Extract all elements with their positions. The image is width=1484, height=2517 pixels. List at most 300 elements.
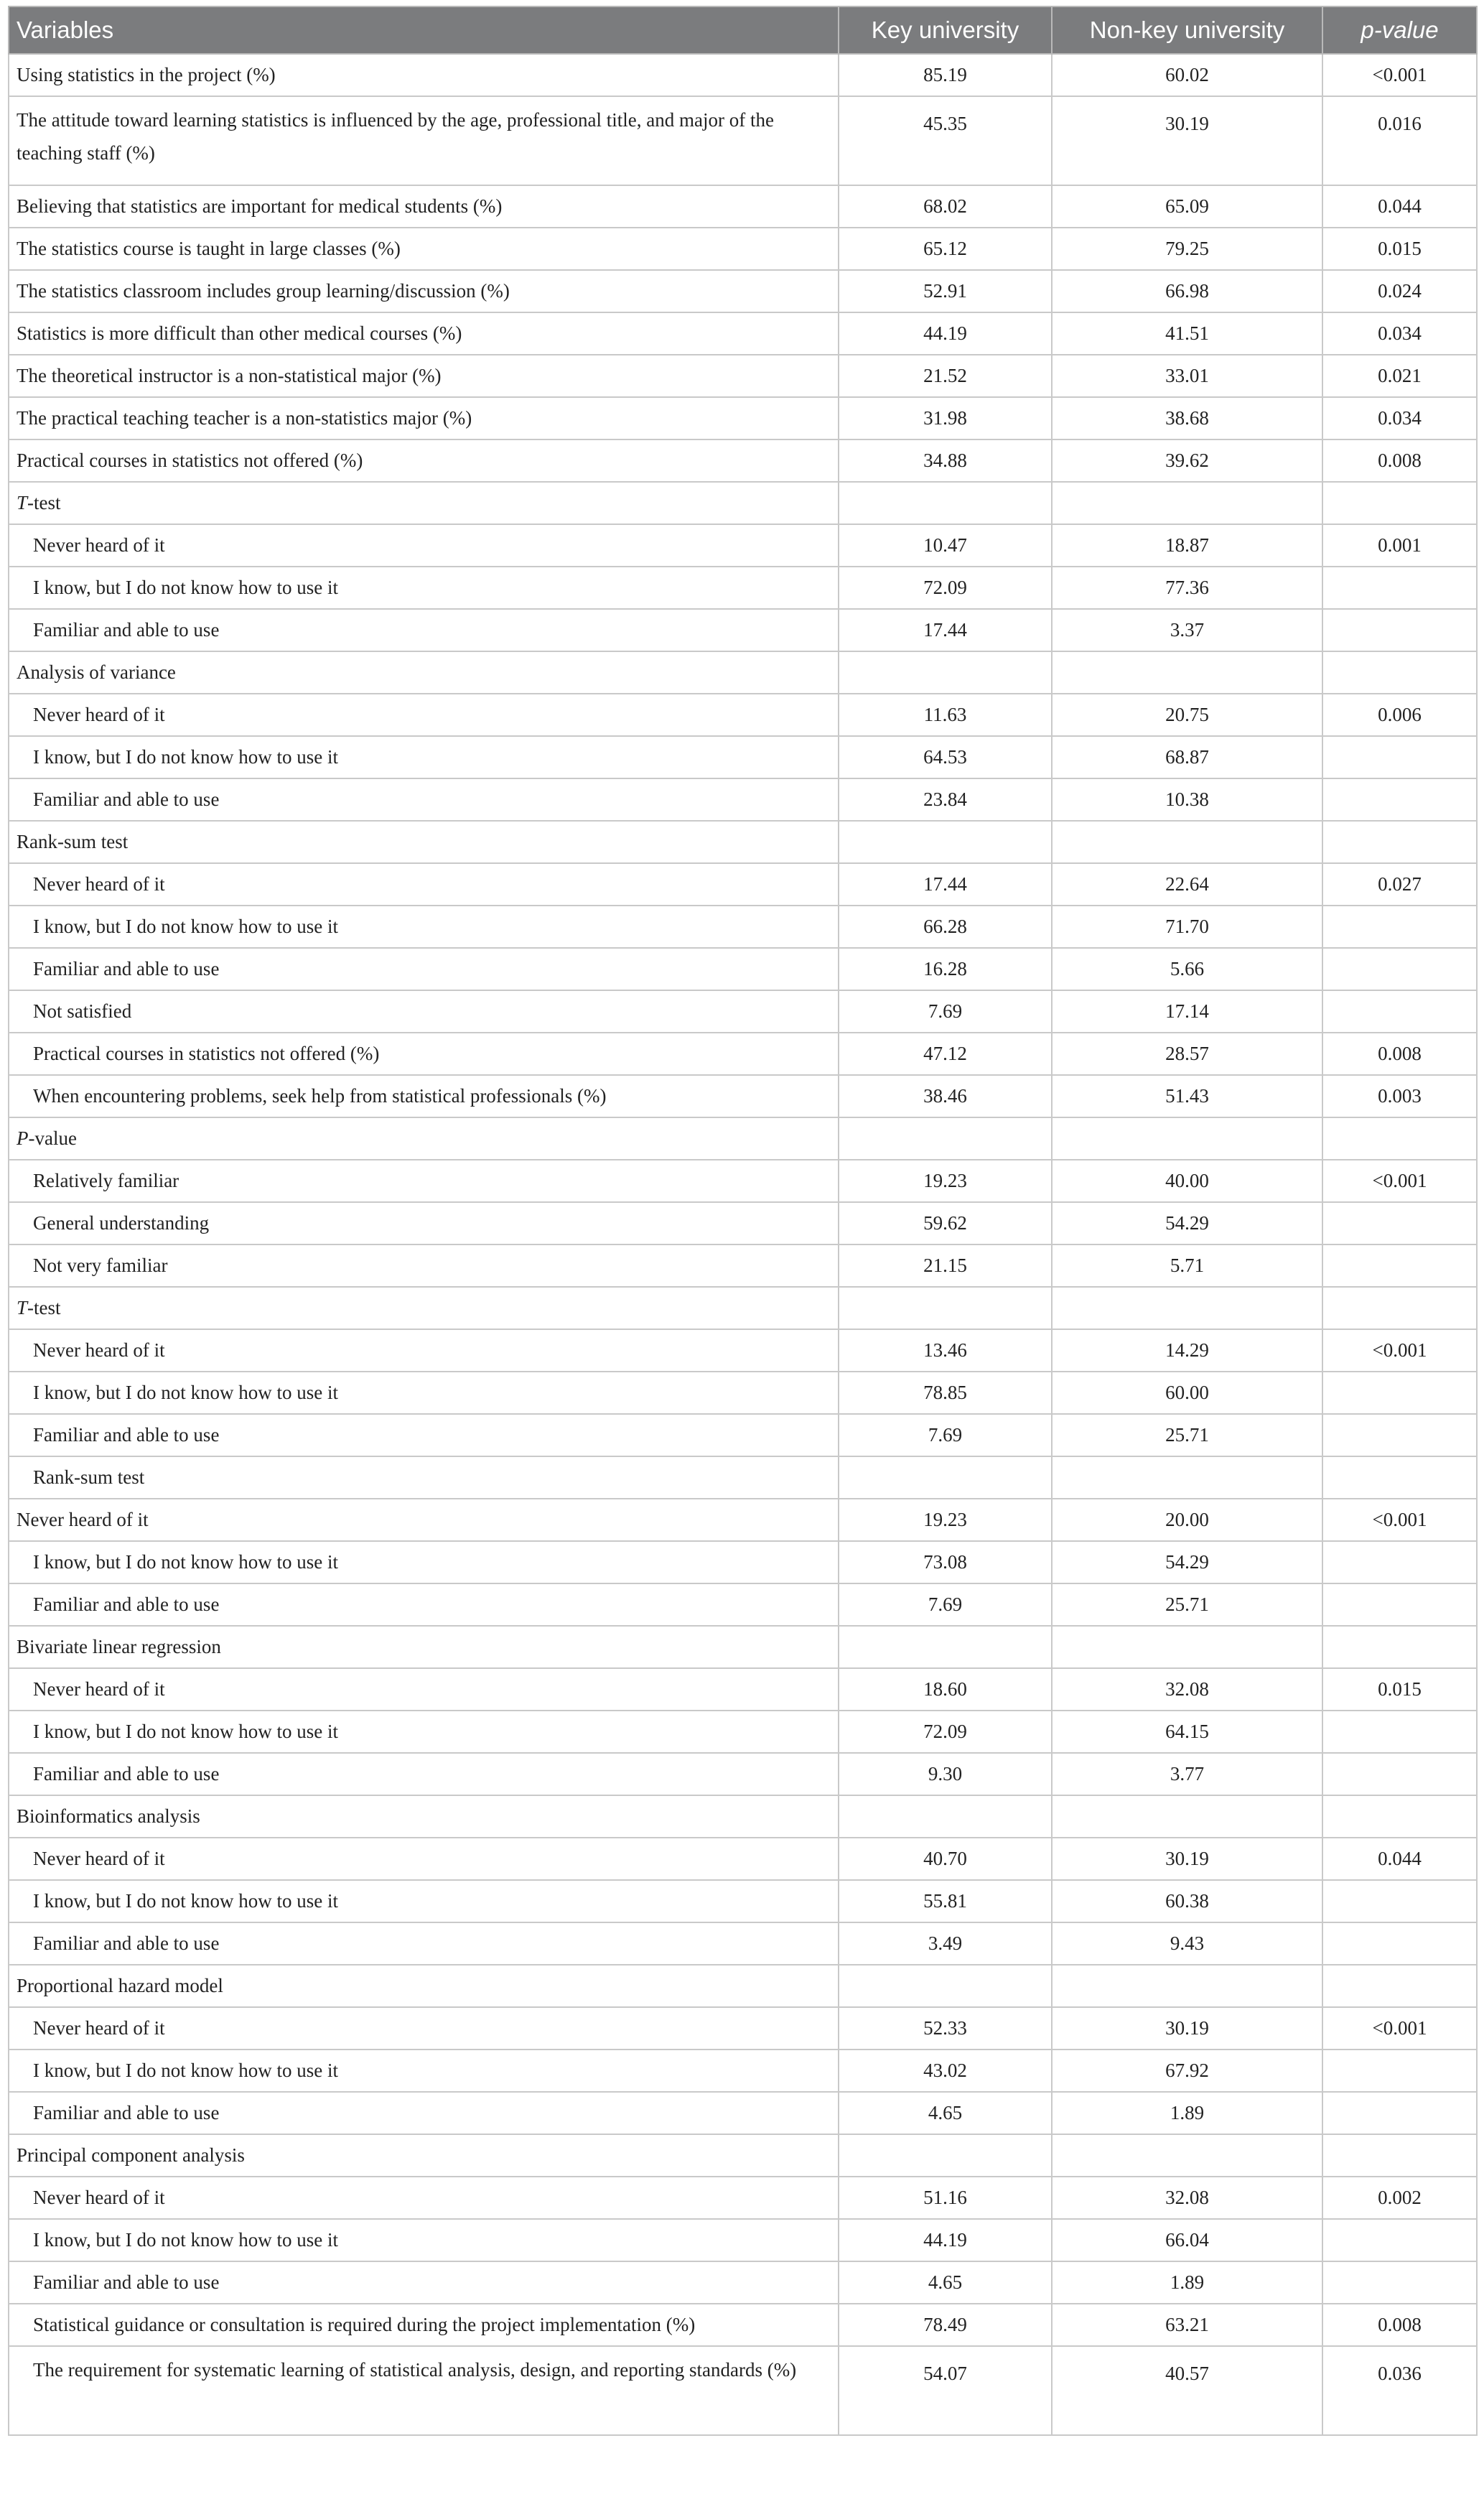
non-key-university-value: 38.68	[1052, 397, 1322, 439]
key-university-value: 17.44	[839, 863, 1052, 906]
non-key-university-value	[1052, 1795, 1322, 1838]
table-row	[9, 482, 1477, 524]
non-key-university-value: 1.89	[1052, 2092, 1322, 2134]
non-key-university-value: 60.02	[1052, 54, 1322, 96]
non-key-university-value: 64.15	[1052, 1711, 1322, 1753]
key-university-value	[839, 1965, 1052, 2007]
row-label-text: Familiar and able to use	[33, 2271, 220, 2293]
non-key-university-value	[1052, 1117, 1322, 1160]
table-row	[9, 1838, 1477, 1880]
p-value-cell	[1322, 1244, 1477, 1287]
non-key-university-value: 20.00	[1052, 1499, 1322, 1541]
p-value-cell	[1322, 778, 1477, 821]
table-row	[9, 2092, 1477, 2134]
p-value-cell	[1322, 1202, 1477, 1244]
row-label	[9, 651, 839, 694]
row-label	[9, 1795, 839, 1838]
row-label	[9, 54, 839, 96]
non-key-university-value: 66.98	[1052, 270, 1322, 312]
p-value-cell: 0.027	[1322, 863, 1477, 906]
p-value-cell: 0.021	[1322, 355, 1477, 397]
p-value-cell: 0.015	[1322, 1668, 1477, 1711]
table-row	[9, 2134, 1477, 2177]
row-label-text: Using statistics in the project (%)	[17, 64, 276, 85]
key-university-value	[839, 651, 1052, 694]
table-row	[9, 312, 1477, 355]
table-row	[9, 694, 1477, 736]
p-value-cell	[1322, 906, 1477, 948]
non-key-university-value: 1.89	[1052, 2261, 1322, 2304]
table-row	[9, 1372, 1477, 1414]
p-value-cell	[1322, 482, 1477, 524]
row-label	[9, 1499, 839, 1541]
row-label	[9, 96, 839, 185]
row-label-text: The attitude toward learning statistics is influenced by the age, professional title, and major of the teaching staff (%)	[17, 109, 774, 164]
non-key-university-value: 67.92	[1052, 2050, 1322, 2092]
key-university-value: 44.19	[839, 312, 1052, 355]
row-label	[9, 1117, 839, 1160]
table-row	[9, 863, 1477, 906]
table-row	[9, 778, 1477, 821]
non-key-university-value: 3.77	[1052, 1753, 1322, 1795]
non-key-university-value: 40.00	[1052, 1160, 1322, 1202]
row-label	[9, 482, 839, 524]
non-key-university-value: 63.21	[1052, 2304, 1322, 2346]
key-university-value: 10.47	[839, 524, 1052, 567]
key-university-value: 55.81	[839, 1880, 1052, 1922]
p-value-cell	[1322, 990, 1477, 1033]
non-key-university-value: 71.70	[1052, 906, 1322, 948]
non-key-university-value	[1052, 1456, 1322, 1499]
non-key-university-value: 25.71	[1052, 1583, 1322, 1626]
non-key-university-value: 14.29	[1052, 1329, 1322, 1372]
non-key-university-value: 20.75	[1052, 694, 1322, 736]
table-row	[9, 2304, 1477, 2346]
p-value-cell: <0.001	[1322, 2007, 1477, 2050]
key-university-value: 7.69	[839, 1583, 1052, 1626]
table-row	[9, 1711, 1477, 1753]
row-label-text: Familiar and able to use	[33, 1763, 220, 1785]
p-value-cell: 0.016	[1322, 96, 1477, 185]
row-label-text: Rank-sum test	[17, 831, 129, 852]
key-university-value: 34.88	[839, 439, 1052, 482]
row-label-text: Familiar and able to use	[33, 1594, 220, 1615]
header-row	[9, 6, 1477, 54]
table-row	[9, 1583, 1477, 1626]
table-row	[9, 1202, 1477, 1244]
p-value-cell: 0.044	[1322, 185, 1477, 228]
row-label	[9, 948, 839, 990]
non-key-university-value: 5.66	[1052, 948, 1322, 990]
non-key-university-value: 54.29	[1052, 1541, 1322, 1583]
statistics-comparison-table	[8, 6, 1478, 2436]
non-key-university-value: 60.38	[1052, 1880, 1322, 1922]
row-label-text: Never heard of it	[33, 2187, 165, 2208]
table-row	[9, 1414, 1477, 1456]
table-row	[9, 270, 1477, 312]
row-label	[9, 1244, 839, 1287]
row-label-text: The statistics classroom includes group learning/discussion (%)	[17, 280, 510, 302]
key-university-value	[839, 1626, 1052, 1668]
p-value-cell: 0.034	[1322, 397, 1477, 439]
key-university-value: 21.52	[839, 355, 1052, 397]
row-label-text: Familiar and able to use	[33, 788, 220, 810]
non-key-university-value: 39.62	[1052, 439, 1322, 482]
table-row	[9, 2050, 1477, 2092]
row-label	[9, 185, 839, 228]
row-label-text: I know, but I do not know how to use it	[33, 1890, 338, 1912]
row-label	[9, 694, 839, 736]
p-value-cell: <0.001	[1322, 1499, 1477, 1541]
row-label	[9, 609, 839, 651]
row-label-text: Practical courses in statistics not offered (%)	[17, 450, 363, 471]
row-label-text: Practical courses in statistics not offered (%)	[33, 1043, 380, 1064]
row-label	[9, 524, 839, 567]
p-value-cell: 0.008	[1322, 2304, 1477, 2346]
p-value-cell	[1322, 2219, 1477, 2261]
table-row	[9, 1287, 1477, 1329]
row-label-text: I know, but I do not know how to use it	[33, 577, 338, 598]
row-label-text: Not very familiar	[33, 1255, 168, 1276]
key-university-value	[839, 821, 1052, 863]
table-row	[9, 1541, 1477, 1583]
key-university-value: 45.35	[839, 96, 1052, 185]
table-row	[9, 821, 1477, 863]
row-label	[9, 778, 839, 821]
row-label	[9, 821, 839, 863]
p-value-cell	[1322, 1922, 1477, 1965]
row-label-text: The practical teaching teacher is a non-statistics major (%)	[17, 407, 472, 429]
non-key-university-value: 9.43	[1052, 1922, 1322, 1965]
table-row	[9, 1753, 1477, 1795]
row-label-text: I know, but I do not know how to use it	[33, 1721, 338, 1742]
row-label-text: I know, but I do not know how to use it	[33, 916, 338, 937]
table-row	[9, 948, 1477, 990]
table-row	[9, 2219, 1477, 2261]
row-label	[9, 270, 839, 312]
row-label	[9, 312, 839, 355]
key-university-value: 4.65	[839, 2092, 1052, 2134]
p-value-cell	[1322, 1626, 1477, 1668]
non-key-university-value	[1052, 1287, 1322, 1329]
table-row	[9, 2346, 1477, 2435]
key-university-value: 85.19	[839, 54, 1052, 96]
key-university-value: 52.91	[839, 270, 1052, 312]
non-key-university-value: 10.38	[1052, 778, 1322, 821]
p-value-cell	[1322, 2050, 1477, 2092]
non-key-university-value	[1052, 2134, 1322, 2177]
table-row	[9, 1922, 1477, 1965]
table-header	[9, 6, 1477, 54]
table-row	[9, 2007, 1477, 2050]
key-university-value: 52.33	[839, 2007, 1052, 2050]
p-value-cell: 0.003	[1322, 1075, 1477, 1117]
row-label-text: I know, but I do not know how to use it	[33, 746, 338, 768]
non-key-university-value: 25.71	[1052, 1414, 1322, 1456]
row-label-text: -test	[27, 1297, 61, 1318]
key-university-value: 65.12	[839, 228, 1052, 270]
key-university-value: 47.12	[839, 1033, 1052, 1075]
p-value-cell: 0.002	[1322, 2177, 1477, 2219]
row-label-text: Statistics is more difficult than other medical courses (%)	[17, 322, 462, 344]
p-value-cell	[1322, 1711, 1477, 1753]
key-university-value: 44.19	[839, 2219, 1052, 2261]
key-university-value: 64.53	[839, 736, 1052, 778]
row-label	[9, 1668, 839, 1711]
p-value-cell	[1322, 1117, 1477, 1160]
key-university-value: 23.84	[839, 778, 1052, 821]
row-label	[9, 1541, 839, 1583]
key-university-value: 16.28	[839, 948, 1052, 990]
row-label-text: Never heard of it	[17, 1509, 149, 1530]
key-university-value	[839, 482, 1052, 524]
non-key-university-value: 60.00	[1052, 1372, 1322, 1414]
key-university-value: 73.08	[839, 1541, 1052, 1583]
row-label-text: Familiar and able to use	[33, 1424, 220, 1446]
row-label	[9, 2092, 839, 2134]
table-row	[9, 567, 1477, 609]
row-label-text: -value	[28, 1127, 77, 1149]
non-key-university-value: 32.08	[1052, 1668, 1322, 1711]
p-value-cell: 0.008	[1322, 439, 1477, 482]
row-label	[9, 1965, 839, 2007]
key-university-value: 11.63	[839, 694, 1052, 736]
table-row	[9, 1329, 1477, 1372]
p-value-cell: 0.015	[1322, 228, 1477, 270]
key-university-value: 9.30	[839, 1753, 1052, 1795]
row-label	[9, 439, 839, 482]
row-label-text: The theoretical instructor is a non-statistical major (%)	[17, 365, 442, 386]
non-key-university-value: 18.87	[1052, 524, 1322, 567]
row-label-text: Principal component analysis	[17, 2144, 245, 2166]
p-value-cell: 0.034	[1322, 312, 1477, 355]
p-value-cell: 0.008	[1322, 1033, 1477, 1075]
p-value-cell	[1322, 1414, 1477, 1456]
non-key-university-value	[1052, 482, 1322, 524]
non-key-university-value	[1052, 651, 1322, 694]
p-value-cell	[1322, 609, 1477, 651]
key-university-value: 13.46	[839, 1329, 1052, 1372]
row-label-text: Never heard of it	[33, 873, 165, 895]
table-row	[9, 1795, 1477, 1838]
row-label-text: Relatively familiar	[33, 1170, 179, 1191]
table-row	[9, 1626, 1477, 1668]
row-label-text: Never heard of it	[33, 1339, 165, 1361]
row-label	[9, 355, 839, 397]
row-label-italic-prefix: T	[17, 1297, 28, 1318]
non-key-university-value: 33.01	[1052, 355, 1322, 397]
row-label	[9, 1287, 839, 1329]
row-label-text: Not satisfied	[33, 1000, 132, 1022]
key-university-value: 78.85	[839, 1372, 1052, 1414]
row-label	[9, 228, 839, 270]
table-row	[9, 1033, 1477, 1075]
non-key-university-value: 79.25	[1052, 228, 1322, 270]
table-row	[9, 524, 1477, 567]
row-label-text: I know, but I do not know how to use it	[33, 2060, 338, 2081]
column-header-p-value	[1322, 6, 1477, 54]
key-university-value: 3.49	[839, 1922, 1052, 1965]
row-label	[9, 1753, 839, 1795]
row-label	[9, 1160, 839, 1202]
key-university-value: 51.16	[839, 2177, 1052, 2219]
row-label	[9, 1922, 839, 1965]
p-value-cell	[1322, 651, 1477, 694]
row-label	[9, 1583, 839, 1626]
non-key-university-value: 54.29	[1052, 1202, 1322, 1244]
key-university-value: 72.09	[839, 567, 1052, 609]
row-label-text: Proportional hazard model	[17, 1975, 223, 1996]
non-key-university-value: 17.14	[1052, 990, 1322, 1033]
table-row	[9, 228, 1477, 270]
key-university-value: 43.02	[839, 2050, 1052, 2092]
row-label	[9, 1414, 839, 1456]
p-value-cell	[1322, 1456, 1477, 1499]
row-label-text: Rank-sum test	[33, 1466, 145, 1488]
row-label	[9, 1033, 839, 1075]
row-label	[9, 2050, 839, 2092]
key-university-value: 66.28	[839, 906, 1052, 948]
row-label	[9, 1880, 839, 1922]
non-key-university-value: 77.36	[1052, 567, 1322, 609]
p-value-cell	[1322, 1880, 1477, 1922]
key-university-value	[839, 2134, 1052, 2177]
table-row	[9, 1075, 1477, 1117]
row-label-text: The requirement for systematic learning of statistical analysis, design, and reporting standards (%)	[33, 2359, 797, 2381]
p-value-header-text: p-value	[1361, 17, 1439, 43]
row-label-text: Bivariate linear regression	[17, 1636, 221, 1657]
key-university-value	[839, 1287, 1052, 1329]
table-row	[9, 54, 1477, 96]
table-row	[9, 397, 1477, 439]
row-label-text: Never heard of it	[33, 1678, 165, 1700]
row-label	[9, 863, 839, 906]
table-row	[9, 1499, 1477, 1541]
table-row	[9, 1965, 1477, 2007]
row-label	[9, 1075, 839, 1117]
row-label	[9, 1626, 839, 1668]
p-value-cell: 0.024	[1322, 270, 1477, 312]
key-university-value: 40.70	[839, 1838, 1052, 1880]
row-label-text: Believing that statistics are important for medical students (%)	[17, 195, 503, 217]
non-key-university-value: 30.19	[1052, 1838, 1322, 1880]
non-key-university-value: 40.57	[1052, 2346, 1322, 2435]
non-key-university-value: 65.09	[1052, 185, 1322, 228]
row-label	[9, 2304, 839, 2346]
key-university-value: 54.07	[839, 2346, 1052, 2435]
row-label	[9, 567, 839, 609]
key-university-value: 18.60	[839, 1668, 1052, 1711]
key-university-value: 4.65	[839, 2261, 1052, 2304]
non-key-university-value: 30.19	[1052, 2007, 1322, 2050]
table-row	[9, 1668, 1477, 1711]
p-value-cell: 0.001	[1322, 524, 1477, 567]
row-label-text: -test	[27, 492, 61, 513]
non-key-university-value: 30.19	[1052, 96, 1322, 185]
non-key-university-value: 28.57	[1052, 1033, 1322, 1075]
table-row	[9, 2177, 1477, 2219]
p-value-cell	[1322, 736, 1477, 778]
key-university-value	[839, 1456, 1052, 1499]
non-key-university-value: 3.37	[1052, 609, 1322, 651]
non-key-university-value: 32.08	[1052, 2177, 1322, 2219]
p-value-cell	[1322, 2134, 1477, 2177]
p-value-cell	[1322, 1372, 1477, 1414]
p-value-cell	[1322, 2092, 1477, 2134]
table-row	[9, 185, 1477, 228]
row-label-text: Never heard of it	[33, 1848, 165, 1869]
row-label-text: Never heard of it	[33, 2017, 165, 2039]
key-university-value	[839, 1117, 1052, 1160]
table-row	[9, 609, 1477, 651]
row-label-text: I know, but I do not know how to use it	[33, 1382, 338, 1403]
p-value-cell	[1322, 1753, 1477, 1795]
p-value-cell: 0.036	[1322, 2346, 1477, 2435]
row-label	[9, 736, 839, 778]
p-value-cell	[1322, 1583, 1477, 1626]
table-row	[9, 736, 1477, 778]
non-key-university-value: 22.64	[1052, 863, 1322, 906]
row-label	[9, 2134, 839, 2177]
p-value-cell	[1322, 1541, 1477, 1583]
non-key-university-value: 5.71	[1052, 1244, 1322, 1287]
key-university-value: 31.98	[839, 397, 1052, 439]
row-label-text: I know, but I do not know how to use it	[33, 2229, 338, 2251]
row-label-text: Familiar and able to use	[33, 619, 220, 641]
row-label	[9, 1372, 839, 1414]
non-key-university-value: 51.43	[1052, 1075, 1322, 1117]
key-university-value: 59.62	[839, 1202, 1052, 1244]
non-key-university-value	[1052, 1965, 1322, 2007]
key-university-value: 78.49	[839, 2304, 1052, 2346]
p-value-cell	[1322, 1287, 1477, 1329]
row-label-text: The statistics course is taught in large classes (%)	[17, 238, 401, 259]
row-label-italic-prefix: T	[17, 492, 28, 513]
p-value-cell	[1322, 948, 1477, 990]
table-body	[9, 54, 1477, 2435]
key-university-value: 7.69	[839, 990, 1052, 1033]
row-label-text: Never heard of it	[33, 704, 165, 725]
row-label	[9, 397, 839, 439]
table-row	[9, 96, 1477, 185]
row-label	[9, 1838, 839, 1880]
column-header-variables: Variables	[9, 6, 839, 54]
p-value-cell	[1322, 1965, 1477, 2007]
p-value-cell: 0.044	[1322, 1838, 1477, 1880]
row-label-text: Bioinformatics analysis	[17, 1805, 200, 1827]
row-label	[9, 2177, 839, 2219]
row-label	[9, 1711, 839, 1753]
key-university-value	[839, 1795, 1052, 1838]
row-label-text: Familiar and able to use	[33, 958, 220, 980]
table-row	[9, 990, 1477, 1033]
p-value-cell	[1322, 821, 1477, 863]
key-university-value: 17.44	[839, 609, 1052, 651]
row-label-italic-prefix: P	[17, 1127, 29, 1149]
table-row	[9, 439, 1477, 482]
column-header-non-key-university: Non-key university	[1052, 6, 1322, 54]
row-label	[9, 990, 839, 1033]
non-key-university-value: 66.04	[1052, 2219, 1322, 2261]
row-label-text: Statistical guidance or consultation is required during the project implementation (%)	[33, 2314, 696, 2335]
table-row	[9, 906, 1477, 948]
row-label	[9, 1202, 839, 1244]
row-label-text: Familiar and able to use	[33, 2102, 220, 2123]
row-label	[9, 1329, 839, 1372]
table-row	[9, 1160, 1477, 1202]
row-label	[9, 2219, 839, 2261]
p-value-cell	[1322, 2261, 1477, 2304]
